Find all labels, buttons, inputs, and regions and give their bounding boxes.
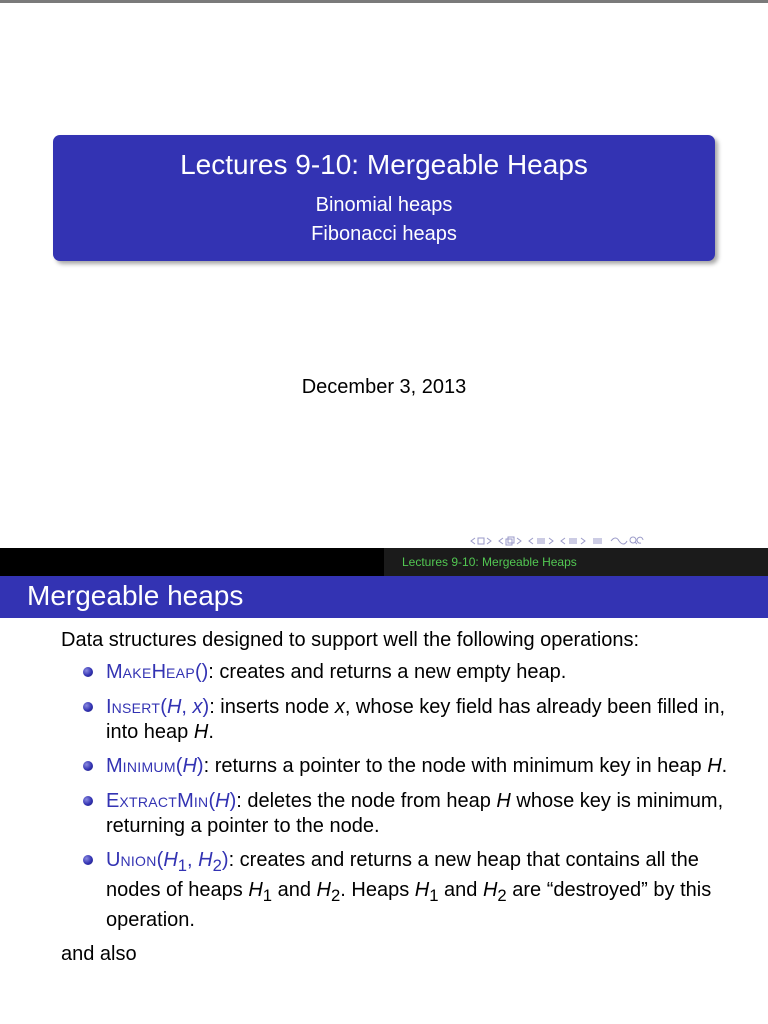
operation-desc: : inserts node x, whose key field has already been filled in, into heap H. bbox=[106, 696, 726, 743]
operations-list bbox=[61, 660, 741, 932]
nav-slide-arrows-icon[interactable] bbox=[470, 536, 492, 546]
operation-name-makeheap: MAKEHEAP() bbox=[106, 661, 209, 683]
operation-name-minimum: MINIMUM(H) bbox=[106, 755, 204, 777]
subtitle-binomial: Binomial heaps bbox=[315, 194, 453, 216]
operation-name-extractmin: EXTRACTMIN(H) bbox=[106, 790, 237, 812]
slide-title: Lectures 9-10: Mergeable Heaps bbox=[180, 149, 588, 180]
bullet-ball-icon bbox=[83, 667, 93, 677]
list-item bbox=[61, 848, 741, 932]
bullet-ball-icon bbox=[83, 702, 93, 712]
nav-search-back-icon[interactable] bbox=[610, 535, 644, 547]
slide-date: December 3, 2013 bbox=[301, 376, 467, 398]
nav-frame-arrows-icon[interactable] bbox=[498, 535, 522, 547]
intro-text: Data structures designed to support well the following operations: bbox=[61, 629, 640, 651]
operation-desc: : deletes the node from heap H whose key is minimum, returning a pointer to the node. bbox=[106, 790, 724, 837]
operation-desc: : creates and returns a new empty heap. bbox=[208, 661, 567, 683]
headline-section bbox=[384, 548, 768, 576]
operation-name-union: $UNION(H_1$, $H_2$) bbox=[106, 849, 229, 875]
list-item bbox=[61, 754, 741, 779]
bullet-ball-icon bbox=[83, 855, 93, 865]
bullet-ball-icon bbox=[83, 796, 93, 806]
list-item bbox=[61, 660, 741, 685]
nav-document-icon[interactable] bbox=[592, 536, 604, 546]
list-item bbox=[61, 695, 741, 744]
list-item bbox=[61, 789, 741, 838]
operation-desc: : creates and returns a new heap that contains all the nodes of heaps $H_1$ and $H_2$. Heaps $H_1$ and $H_2$ are “destroyed” by this operation. bbox=[106, 849, 712, 931]
operation-desc: : returns a pointer to the node with minimum key in heap H. bbox=[203, 755, 728, 777]
operation-name-insert: INSERT(H, x) bbox=[106, 696, 210, 718]
outro-text: and also bbox=[61, 943, 137, 965]
frame-title: Mergeable heaps bbox=[27, 580, 244, 611]
frame-title-bar bbox=[0, 576, 768, 618]
slide-content bbox=[61, 628, 741, 966]
subtitle-fibonacci: Fibonacci heaps bbox=[311, 223, 457, 245]
headline-bar bbox=[0, 548, 768, 576]
headline-title[interactable]: Lectures 9-10: Mergeable Heaps bbox=[402, 555, 577, 569]
nav-section-arrows-icon[interactable] bbox=[560, 536, 586, 546]
title-block bbox=[53, 135, 715, 261]
bullet-ball-icon bbox=[83, 761, 93, 771]
beamer-navigation-bar bbox=[470, 533, 644, 549]
nav-subsection-arrows-icon[interactable] bbox=[528, 536, 554, 546]
